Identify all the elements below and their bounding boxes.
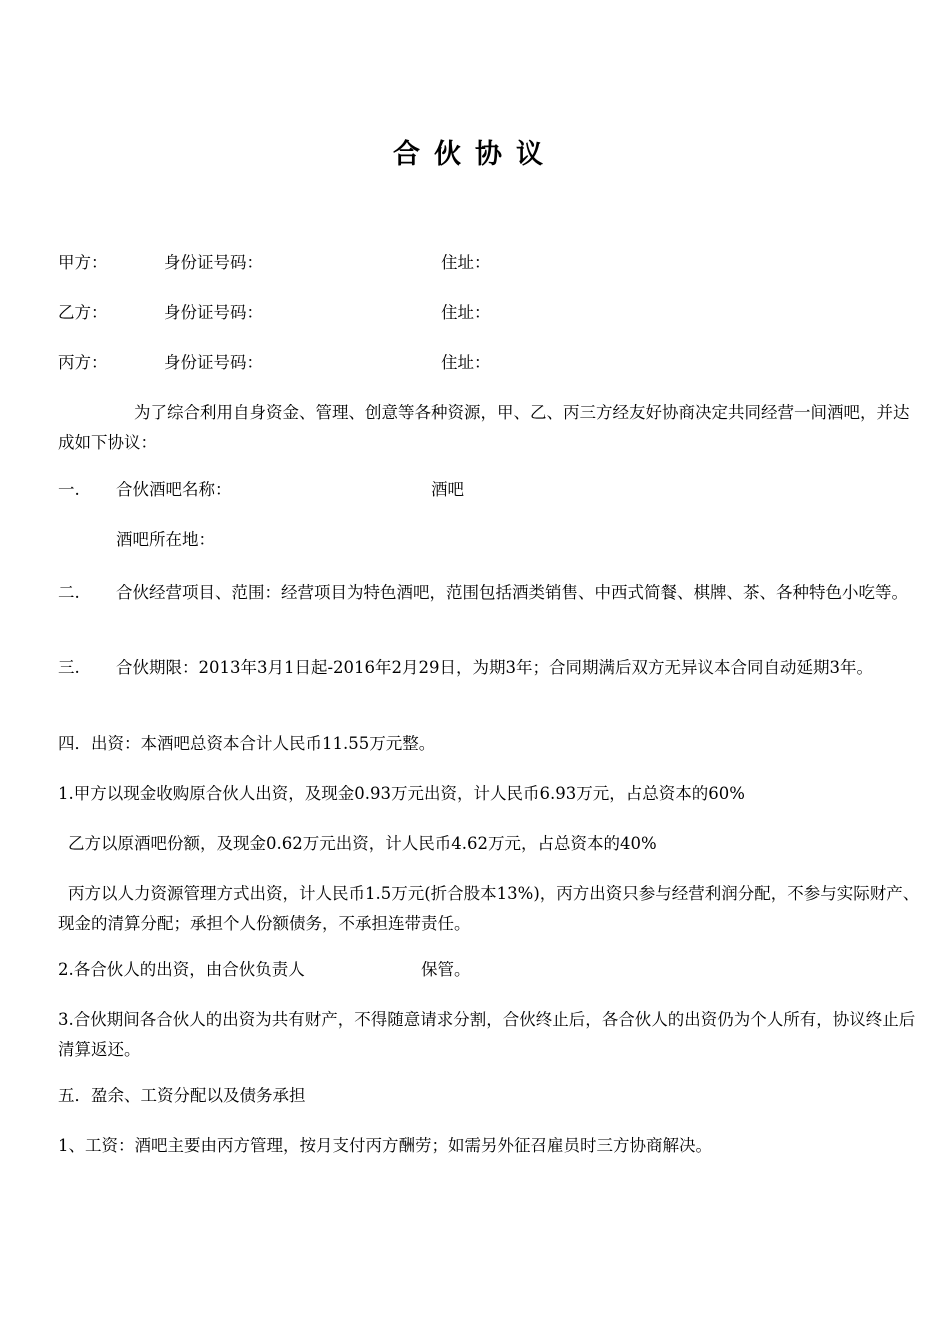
party-a-id-label: 身份证号码： [164, 253, 263, 272]
party-c-address-label: 住址： [441, 353, 491, 372]
section-4-heading: 四．出资：本酒吧总资本合计人民币11.55万元整。 [58, 734, 436, 753]
party-a-label: 甲方： [58, 253, 108, 272]
intro-paragraph: 为了综合利用自身资金、管理、创意等各种资源，甲、乙、丙三方经友好协商决定共同经营一间酒吧，并达成如下协议： [58, 403, 910, 452]
section-1-location-label: 酒吧所在地： [116, 530, 215, 549]
section-5-heading: 五．盈余、工资分配以及债务承担 [58, 1086, 306, 1105]
section-4-joint-property: 3.合伙期间各合伙人的出资为共有财产，不得随意请求分割，合伙终止后，各合伙人的出资仍为个人所有，协议终止后清算返还。 [58, 1010, 916, 1059]
document-title: 合伙协议 [393, 139, 557, 170]
section-4-custody: 2.各合伙人的出资，由合伙负责人 [58, 960, 305, 979]
party-c-label: 丙方： [58, 353, 108, 372]
party-b-id-label: 身份证号码： [164, 303, 263, 322]
section-4-party-a-contribution: 1.甲方以现金收购原合伙人出资，及现金0.93万元出资，计人民币6.93万元，占总资本的60% [58, 784, 745, 803]
section-2-text: 合伙经营项目、范围：经营项目为特色酒吧，范围包括酒类销售、中西式简餐、棋牌、茶、各种特色小吃等。 [116, 583, 908, 602]
section-2-number: 二. [58, 583, 80, 602]
party-a-address-label: 住址： [441, 253, 491, 272]
section-3-text: 合伙期限：2013年3月1日起-2016年2月29日，为期3年；合同期满后双方无异议本合同自动延期3年。 [116, 658, 874, 677]
party-c-id-label: 身份证号码： [164, 353, 263, 372]
section-4-party-c-contribution: 丙方以人力资源管理方式出资，计人民币1.5万元(折合股本13%)，丙方出资只参与经营利润分配，不参与实际财产、现金的清算分配；承担个人份额债务，不承担连带责任。 [58, 884, 920, 933]
section-4-party-b-contribution: 乙方以原酒吧份额，及现金0.62万元出资，计人民币4.62万元，占总资本的40% [68, 834, 657, 853]
section-1-bar-name: 酒吧 [431, 480, 464, 499]
section-3-number: 三. [58, 658, 80, 677]
party-b-label: 乙方： [58, 303, 108, 322]
section-5-wages: 1、工资：酒吧主要由丙方管理，按月支付丙方酬劳；如需另外征召雇员时三方协商解决。 [58, 1136, 712, 1155]
section-1-number: 一. [58, 480, 80, 499]
party-b-address-label: 住址： [441, 303, 491, 322]
section-1-label: 合伙酒吧名称： [116, 480, 232, 499]
section-4-custody-end: 保管。 [421, 960, 471, 979]
